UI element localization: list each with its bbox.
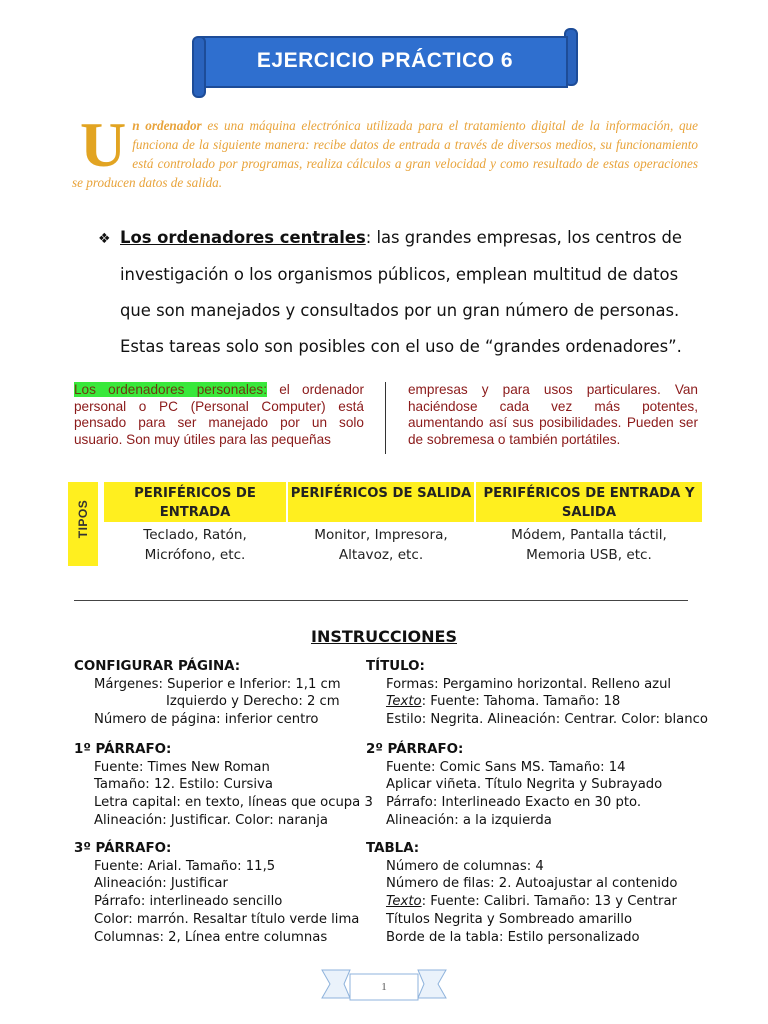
diamond-bullet-icon: ❖ <box>98 231 111 247</box>
table-side-label-cell <box>68 482 98 566</box>
title-scroll-banner <box>192 28 578 98</box>
paragraph-3-left-text: el ordenador personal o PC (Personal Computer) está pensado para ser manejado por un solo usuario. Son muy útiles para las pequeñas <box>74 382 364 447</box>
column-divider <box>385 382 386 454</box>
instruction-line: Letra capital: en texto, líneas que ocupa 3 <box>94 795 373 811</box>
paragraph-2 <box>98 220 698 365</box>
table-cell-line: Monitor, Impresora, <box>314 527 448 543</box>
instructions-parrafo-2 <box>366 741 662 830</box>
paragraph-1 <box>72 109 698 192</box>
instructions-parrafo-1 <box>74 741 373 830</box>
instruction-line: Estilo: Negrita. Alineación: Centrar. Color: blanco <box>386 712 708 728</box>
instruction-line: Formas: Pergamino horizontal. Relleno azul <box>386 676 672 692</box>
instruction-line: Títulos Negrita y Sombreado amarillo <box>386 911 633 927</box>
instructions-titulo <box>366 658 708 729</box>
instruction-line: Fuente: Comic Sans MS. Tamaño: 14 <box>386 759 626 775</box>
configurar-heading: CONFIGURAR PÁGINA: <box>74 659 241 674</box>
instruction-line: Columnas: 2, Línea entre columnas <box>94 929 328 945</box>
instruction-line <box>366 893 677 911</box>
horizontal-rule <box>74 600 688 601</box>
parrafo-2-heading: 2º PÁRRAFO: <box>366 742 464 757</box>
parrafo-3-heading: 3º PÁRRAFO: <box>74 841 172 856</box>
table-header-input-output: PERIFÉRICOS DE ENTRADA Y SALIDA <box>476 482 702 522</box>
instruction-underlined-label: Texto <box>386 894 422 910</box>
table-cell-input <box>104 524 286 567</box>
instructions-title: INSTRUCCIONES <box>311 627 457 646</box>
instruction-line: Alineación: Justificar. Color: naranja <box>94 812 328 828</box>
page-number-ornament <box>320 966 448 1002</box>
instruction-line: Color: marrón. Resaltar título verde lima <box>94 911 360 927</box>
instruction-line: Alineación: Justificar <box>94 876 228 892</box>
table-cell-line: Memoria USB, etc. <box>526 547 652 563</box>
highlighted-heading: Los ordenadores personales: <box>74 382 267 397</box>
paragraph-1-lead: n ordenador <box>132 118 202 133</box>
paragraph-2-line-3: que son manejados y consultados por un gran número de personas. <box>120 301 680 320</box>
table-side-label: TIPOS <box>76 499 90 539</box>
table-cell-line: Micrófono, etc. <box>144 547 246 563</box>
instructions-configurar <box>74 658 341 729</box>
instruction-line: Número de filas: 2. Autoajustar al contenido <box>386 876 678 892</box>
paragraph-2-line-1-text: : las grandes empresas, los centros de <box>365 228 682 247</box>
instruction-line: Párrafo: Interlineado Exacto en 30 pto. <box>386 795 642 811</box>
paragraph-2-line-2: investigación o los organismos públicos, emplean multitud de datos <box>120 265 679 284</box>
instruction-line: Aplicar viñeta. Título Negrita y Subrayado <box>386 777 663 793</box>
table-cell-line: Módem, Pantalla táctil, <box>511 527 667 543</box>
instruction-line: Márgenes: Superior e Inferior: 1,1 cm <box>94 676 341 692</box>
instruction-line: Párrafo: interlineado sencillo <box>94 894 283 910</box>
parrafo-1-heading: 1º PÁRRAFO: <box>74 742 172 757</box>
instructions-parrafo-3 <box>74 840 359 946</box>
page-title: EJERCICIO PRÁCTICO 6 <box>256 49 514 72</box>
paragraph-2-line-4: Estas tareas solo son posibles con el uso de “grandes ordenadores”. <box>120 337 682 356</box>
page-number: 1 <box>381 981 387 993</box>
instruction-line <box>366 693 708 711</box>
instruction-line: Alineación: a la izquierda <box>386 812 552 828</box>
instruction-line: Tamaño: 12. Estilo: Cursiva <box>94 777 273 793</box>
instruction-text: : Fuente: Tahoma. Tamaño: 18 <box>421 694 621 710</box>
paragraph-3-column-left <box>74 382 364 448</box>
paragraph-2-heading: Los ordenadores centrales <box>120 228 366 247</box>
instruction-line: Izquierdo y Derecho: 2 cm <box>166 694 340 710</box>
table-header-output: PERIFÉRICOS DE SALIDA <box>288 482 474 522</box>
table-header-input: PERIFÉRICOS DE ENTRADA <box>104 482 286 522</box>
table-cell-output <box>288 524 474 567</box>
instruction-line: Número de página: inferior centro <box>94 712 319 728</box>
instructions-tabla <box>366 840 677 946</box>
instruction-line: Fuente: Times New Roman <box>94 759 270 775</box>
instruction-underlined-label: Texto <box>386 694 422 710</box>
instruction-text: : Fuente: Calibri. Tamaño: 13 y Centrar <box>421 894 677 910</box>
peripherals-table <box>68 482 702 566</box>
table-cell-input-output <box>476 524 702 567</box>
paragraph-1-text: es una máquina electrónica utilizada para el tratamiento digital de la información, que funciona de la siguiente manera: recibe datos de entrada a través de diversos medios, su funcionamiento está controlado por programas, realiza cálculos a gran velocidad y como resultado de estas operaciones se producen datos de salida. <box>72 118 698 190</box>
table-cell-line: Teclado, Ratón, <box>143 527 247 543</box>
paragraph-2-line-1 <box>98 220 698 257</box>
instruction-line: Borde de la tabla: Estilo personalizado <box>386 929 640 945</box>
drop-cap: U <box>80 109 127 180</box>
instruction-line: Número de columnas: 4 <box>386 858 544 874</box>
instruction-line: Fuente: Arial. Tamaño: 11,5 <box>94 858 276 874</box>
paragraph-3 <box>74 382 696 454</box>
paragraph-3-column-right: empresas y para usos particulares. Van haciéndose cada vez más potentes, aumentando así sus posibilidades. Pueden ser de sobremesa o también portátiles. <box>408 382 698 447</box>
titulo-heading: TÍTULO: <box>366 659 425 674</box>
tabla-heading: TABLA: <box>366 841 420 856</box>
table-cell-line: Altavoz, etc. <box>338 547 424 563</box>
